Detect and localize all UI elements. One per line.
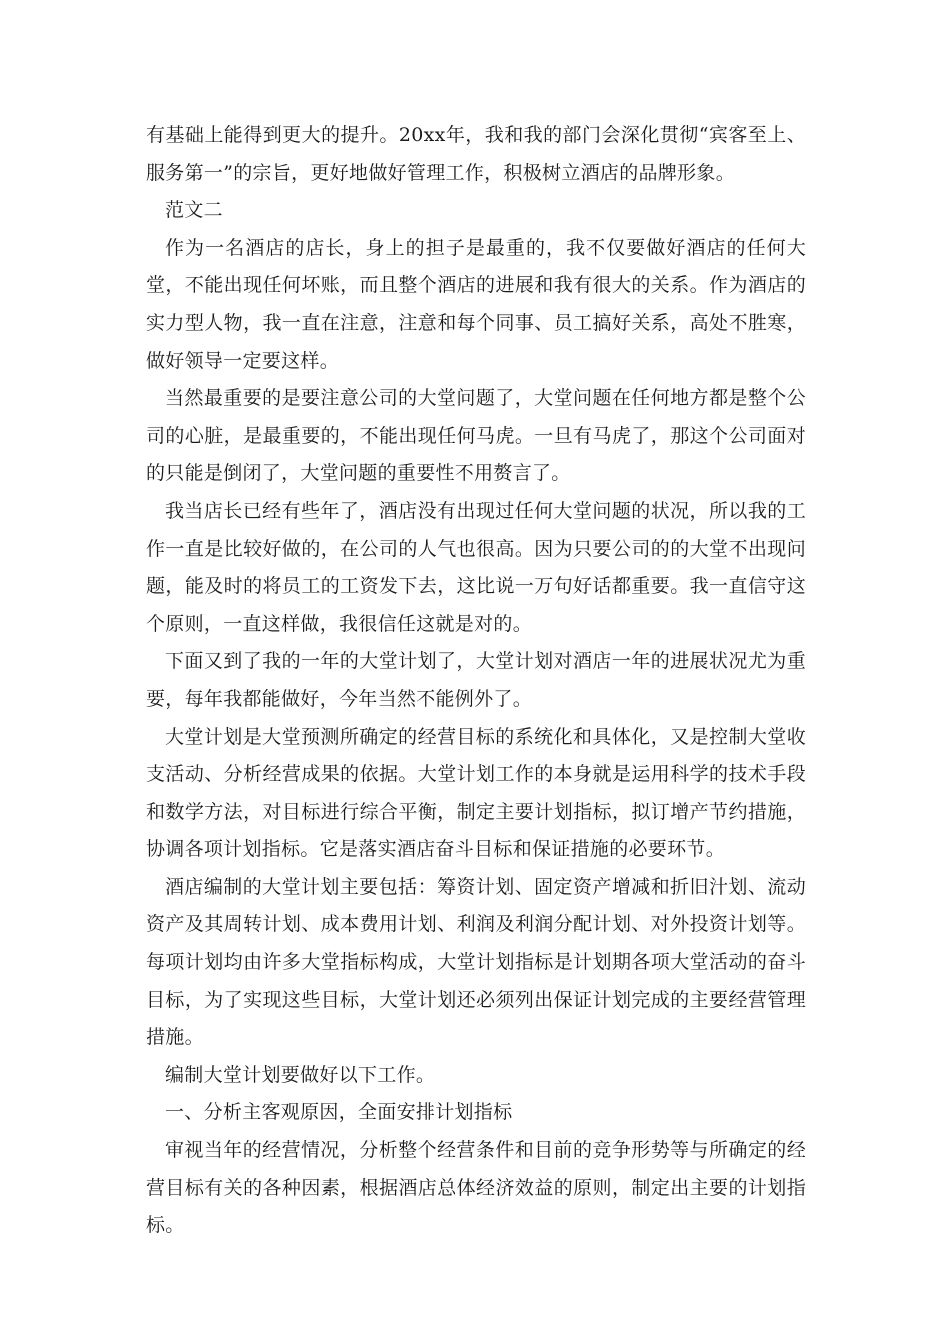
paragraph-3: 当然最重要的是要注意公司的大堂问题了，大堂问题在任何地方都是整个公司的心脏，是最重要的，不能出现任何马虎。一旦有马虎了，那这个公司面对的只能是倒闭了，大堂问题的重要性不用赘言了。 (146, 387, 806, 485)
section-heading-fanwen-er: 范文二 (165, 199, 223, 222)
paragraph-6: 大堂计划是大堂预测所确定的经营目标的系统化和具体化，又是控制大堂收支活动、分析经营成果的依据。大堂计划工作的本身就是运用科学的技术手段和数学方法，对目标进行综合平衡，制定主要计划指标，拟订增产节约措施，协调各项计划指标。它是落实酒店奋斗目标和保证措施的必要环节。 (146, 725, 806, 861)
document-page (146, 117, 806, 1245)
paragraph-8: 编制大堂计划要做好以下工作。 (165, 1063, 436, 1086)
paragraph-7: 酒店编制的大堂计划主要包括：筹资计划、固定资产增减和折旧汁划、流动资产及其周转计划、成本费用计划、利润及利润分配计划、对外投资计划等。每项计划均由许多大堂指标构成，大堂计划指标是计划期各项大堂活动的奋斗目标，为了实现这些目标，大堂计划还必须列出保证计划完成的主要经营管理措施。 (146, 875, 806, 1049)
subheading-1: 一、分析主客观原因，全面安排计划指标 (165, 1101, 513, 1124)
paragraph-9: 审视当年的经营情况，分析整个经营条件和目前的竞争形势等与所确定的经营目标有关的各种因素，根据酒店总体经济效益的原则，制定出主要的计划指标。 (146, 1139, 806, 1237)
paragraph-2: 作为一名酒店的店长，身上的担子是最重的，我不仅要做好酒店的任何大堂，不能出现任何坏账，而且整个酒店的进展和我有很大的关系。作为酒店的实力型人物，我一直在注意，注意和每个同事、员工搞好关系，高处不胜寒，做好领导一定要这样。 (146, 236, 806, 372)
paragraph-1: 有基础上能得到更大的提升。20xx年，我和我的部门会深化贯彻“宾客至上、服务第一”的宗旨，更好地做好管理工作，积极树立酒店的品牌形象。 (146, 124, 806, 184)
paragraph-4: 我当店长已经有些年了，酒店没有出现过任何大堂问题的状况，所以我的工作一直是比较好做的，在公司的人气也很高。因为只要公司的的大堂不出现问题，能及时的将员工的工资发下去，这比说一万句好话都重要。我一直信守这个原则，一直这样做，我很信任这就是对的。 (146, 499, 806, 635)
paragraph-5: 下面又到了我的一年的大堂计划了，大堂计划对酒店一年的进展状况尤为重要，每年我都能做好，今年当然不能例外了。 (146, 650, 806, 710)
